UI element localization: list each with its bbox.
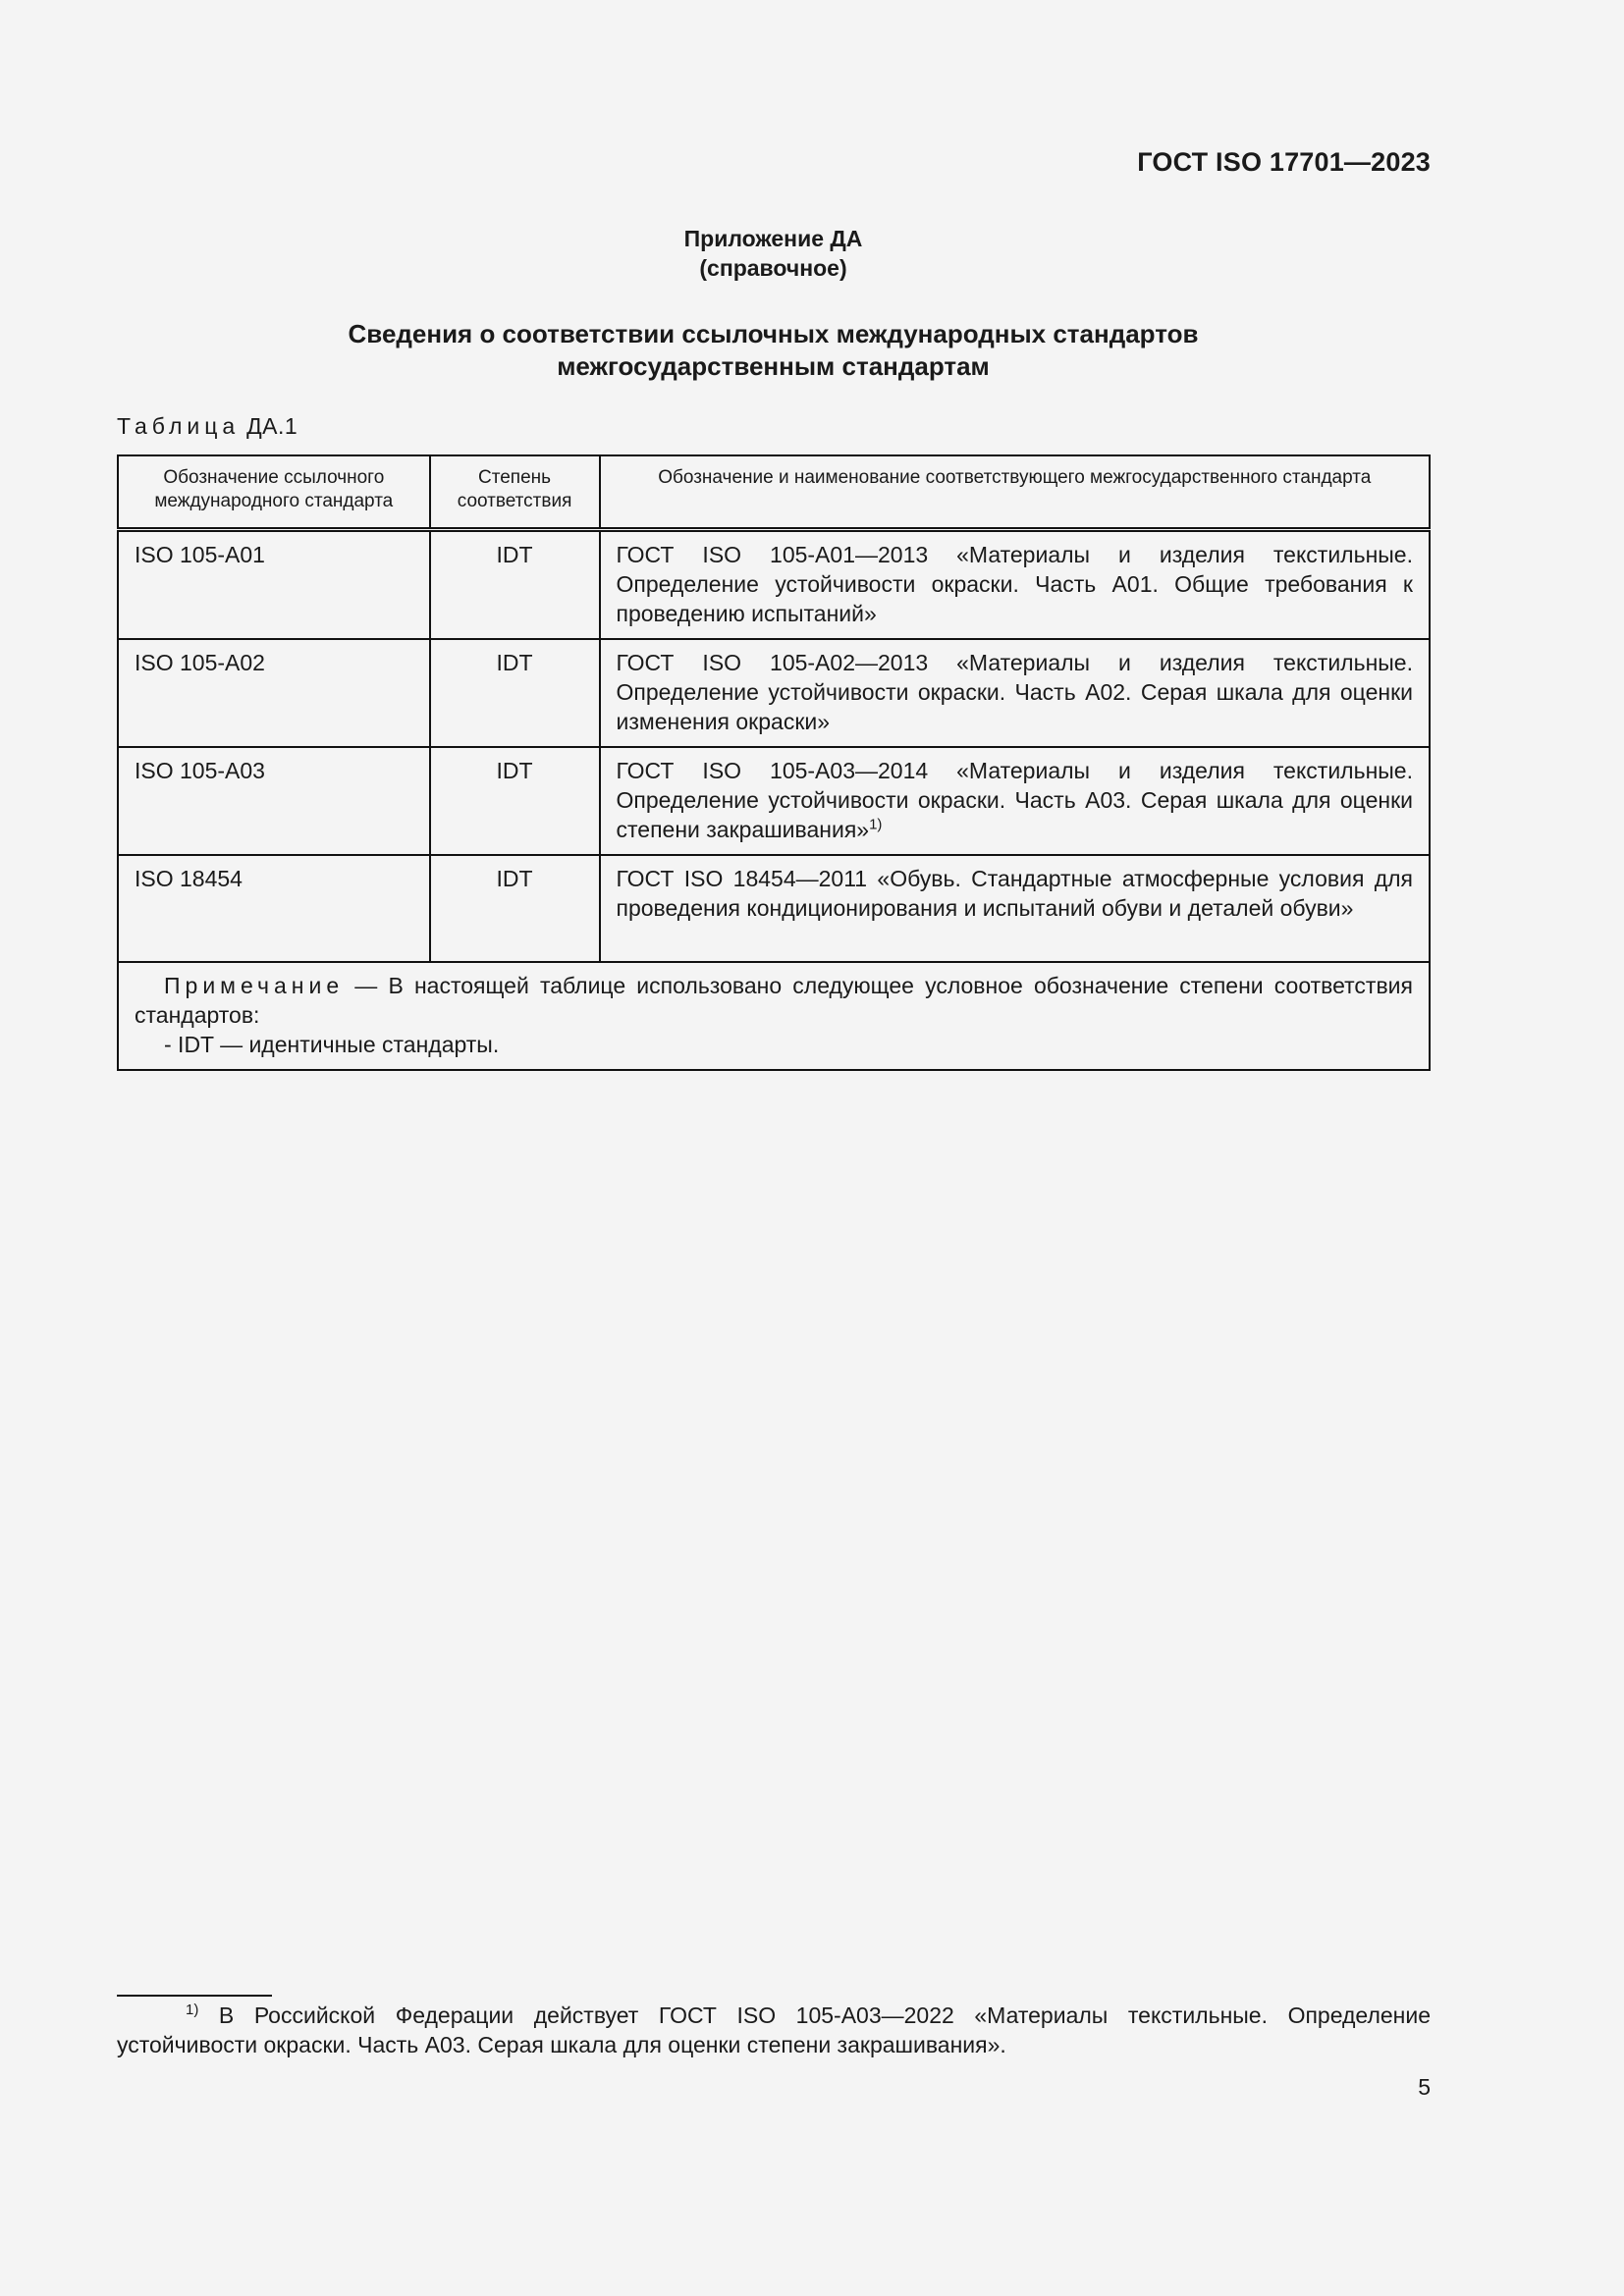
- cell-reference: ISO 105-A03: [118, 747, 430, 855]
- standard-text: ГОСТ ISO 105-A02—2013 «Материалы и изделия текстильные. Определение устойчивости окраски. Часть A02. Серая шкала для оценки изменения окраски»: [616, 650, 1413, 734]
- footnote-divider: [117, 1995, 272, 1997]
- cell-degree: IDT: [430, 855, 600, 962]
- footnote-reference[interactable]: 1): [869, 816, 883, 833]
- note-heading: Примечание: [164, 973, 345, 998]
- table-note: [118, 962, 1430, 1070]
- table-caption: [117, 413, 298, 440]
- section-title-line-1: Сведения о соответствии ссылочных международных стандартов: [348, 319, 1199, 348]
- table-caption-word: Таблица: [117, 413, 241, 439]
- header-interstate-standard: Обозначение и наименование соответствующего межгосударственного стандарта: [600, 455, 1431, 530]
- cell-degree: IDT: [430, 747, 600, 855]
- cell-reference: ISO 18454: [118, 855, 430, 962]
- footnote: [117, 2001, 1431, 2059]
- note-list-item: - IDT — идентичные стандарты.: [164, 1032, 500, 1057]
- cell-standard: [600, 747, 1431, 855]
- footnote-text: В Российской Федерации действует ГОСТ ISO 105-A03—2022 «Материалы текстильные. Определение устойчивости окраски. Часть A03. Серая шкала для оценки степени закрашивания».: [117, 2002, 1431, 2057]
- standard-text: ГОСТ ISO 105-A01—2013 «Материалы и изделия текстильные. Определение устойчивости окраски. Часть A01. Общие требования к проведению испытаний»: [616, 542, 1413, 626]
- cell-reference: ISO 105-A02: [118, 639, 430, 747]
- appendix-heading: [0, 224, 1546, 283]
- standard-text: ГОСТ ISO 18454—2011 «Обувь. Стандартные атмосферные условия для проведения кондиционирования и испытаний обуви и деталей обуви»: [616, 866, 1413, 921]
- page-number: 5: [1418, 2074, 1431, 2100]
- cell-standard: [600, 639, 1431, 747]
- standard-text: ГОСТ ISO 105-A03—2014 «Материалы и изделия текстильные. Определение устойчивости окраски. Часть A03. Серая шкала для оценки степени закрашивания»: [616, 758, 1413, 842]
- header-reference-standard: Обозначение ссылочного международного стандарта: [118, 455, 430, 530]
- section-title: [0, 318, 1546, 383]
- table-row: [118, 855, 1430, 962]
- appendix-title: Приложение ДА: [683, 226, 863, 251]
- appendix-subtitle: (справочное): [699, 255, 847, 281]
- table-note-row: [118, 962, 1430, 1070]
- header-degree: Степень соответствия: [430, 455, 600, 530]
- document-code: ГОСТ ISO 17701—2023: [1137, 147, 1431, 177]
- note-text: — В настоящей таблице использовано следующее условное обозначение степени соответствия стандартов:: [135, 973, 1413, 1028]
- table-row: [118, 747, 1430, 855]
- cell-degree: IDT: [430, 530, 600, 640]
- cell-reference: ISO 105-A01: [118, 530, 430, 640]
- cell-standard: [600, 530, 1431, 640]
- table-row: [118, 639, 1430, 747]
- cell-degree: IDT: [430, 639, 600, 747]
- section-title-line-2: межгосударственным стандартам: [557, 351, 990, 381]
- footnote-mark: 1): [186, 2002, 199, 2019]
- correspondence-table: [117, 454, 1431, 1071]
- table-header-row: [118, 455, 1430, 530]
- table-row: [118, 530, 1430, 640]
- cell-standard: [600, 855, 1431, 962]
- table-caption-number: ДА.1: [246, 413, 298, 439]
